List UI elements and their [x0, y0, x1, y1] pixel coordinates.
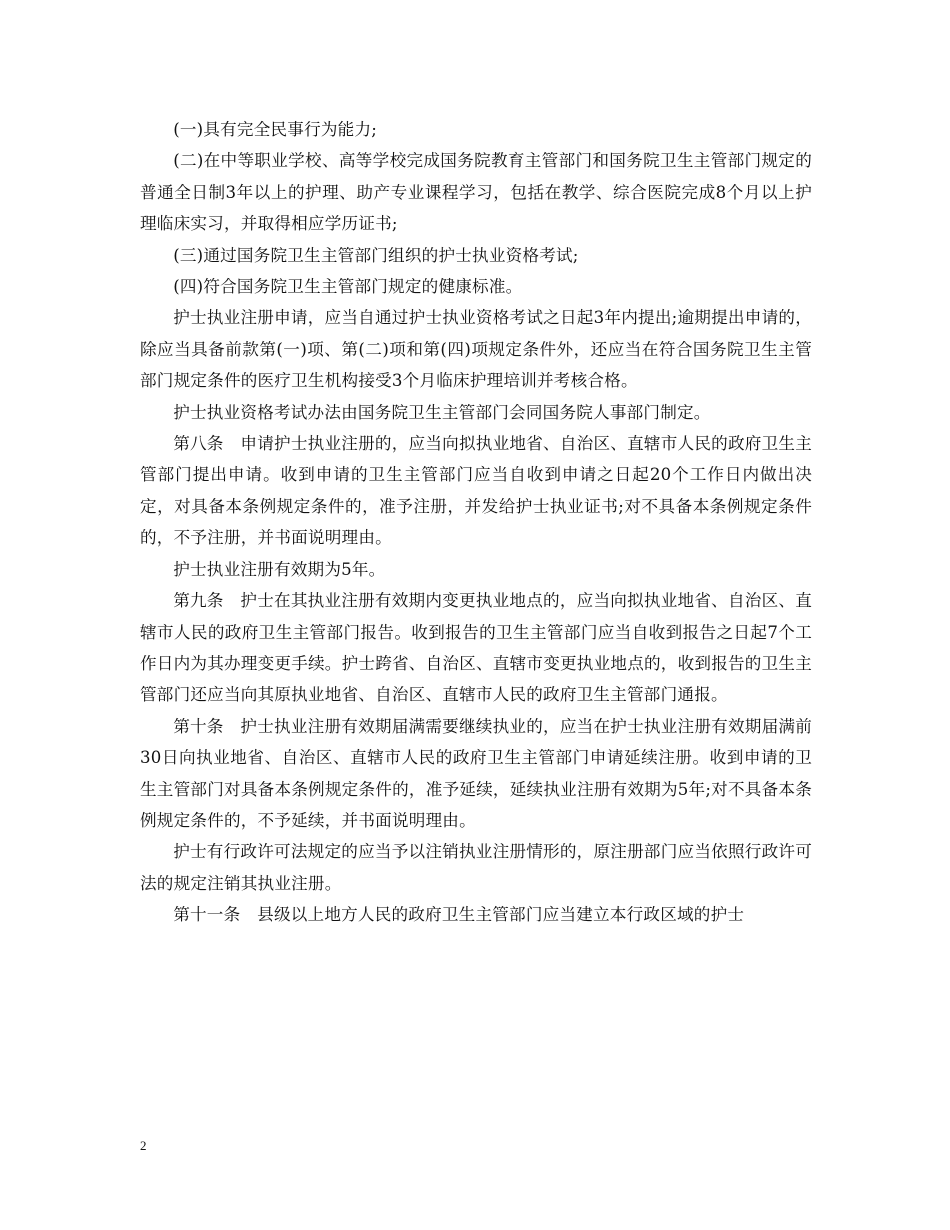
paragraph-5: 护士执业注册申请，应当自通过护士执业资格考试之日起3年内提出;逾期提出申请的，除应当具备前款第(一)项、第(二)项和第(四)项规定条件外，还应当在符合国务院卫生主管部门规定条件的医疗卫生机构接受3个月临床护理培训并考核合格。 — [140, 308, 812, 391]
paragraph-4: (四)符合国务院卫生主管部门规定的健康标准。 — [173, 277, 523, 297]
paragraph-11: 护士有行政许可法规定的应当予以注销执业注册情形的，原注册部门应当依照行政许可法的规定注销其执业注册。 — [140, 842, 812, 893]
document-body — [140, 114, 812, 931]
paragraph-9: 第九条 护士在其执业注册有效期内变更执业地点的，应当向拟执业地省、自治区、直辖市人民的政府卫生主管部门报告。收到报告的卫生主管部门应当自收到报告之日起7个工作日内为其办理变更手续。护士跨省、自治区、直辖市变更执业地点的，收到报告的卫生主管部门还应当向其原执业地省、自治区、直辖市人民的政府卫生主管部门通报。 — [140, 591, 812, 705]
paragraph-8: 护士执业注册有效期为5年。 — [173, 559, 386, 579]
paragraph-7: 第八条 申请护士执业注册的，应当向拟执业地省、自治区、直辖市人民的政府卫生主管部门提出申请。收到申请的卫生主管部门应当自收到申请之日起20个工作日内做出决定，对具备本条例规定条件的，准予注册，并发给护士执业证书;对不具备本条例规定条件的，不予注册，并书面说明理由。 — [140, 434, 812, 548]
paragraph-12: 第十一条 县级以上地方人民的政府卫生主管部门应当建立本行政区域的护士 — [173, 905, 745, 925]
paragraph-3: (三)通过国务院卫生主管部门组织的护士执业资格考试; — [173, 245, 579, 265]
paragraph-1: (一)具有完全民事行为能力; — [173, 120, 378, 139]
page-number: 2 — [140, 1138, 147, 1153]
paragraph-6: 护士执业资格考试办法由国务院卫生主管部门会同国务院人事部门制定。 — [173, 402, 711, 422]
paragraph-10: 第十条 护士执业注册有效期届满需要继续执业的，应当在护士执业注册有效期届满前30日向执业地省、自治区、直辖市人民的政府卫生主管部门申请延续注册。收到申请的卫生主管部门对具备本条例规定条件的，准予延续，延续执业注册有效期为5年;对不具备本条例规定条件的，不予延续，并书面说明理由。 — [140, 716, 812, 830]
paragraph-2: (二)在中等职业学校、高等学校完成国务院教育主管部门和国务院卫生主管部门规定的普通全日制3年以上的护理、助产专业课程学习，包括在教学、综合医院完成8个月以上护理临床实习，并取得相应学历证书; — [140, 151, 812, 234]
